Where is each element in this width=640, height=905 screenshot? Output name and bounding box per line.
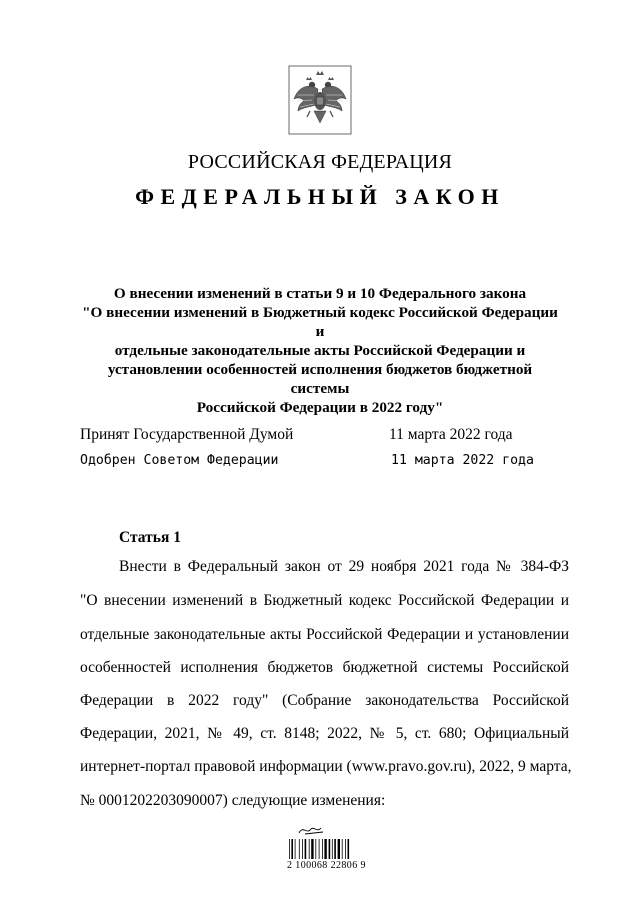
country-heading: РОССИЙСКАЯ ФЕДЕРАЦИЯ — [187, 151, 453, 173]
article-line: № 0001202203090007) следующие изменения: — [80, 792, 386, 809]
barcode-bar — [315, 839, 316, 859]
duma-adoption-label: Принят Государственной Думой — [80, 426, 294, 443]
article-line: Внести в Федеральный закон от 29 ноября 2021 года № 384-ФЗ — [119, 558, 569, 575]
barcode-bar — [291, 839, 293, 859]
law-title — [80, 284, 560, 417]
article-line: "О внесении изменений в Бюджетный кодекс Российской Федерации и — [80, 592, 569, 609]
barcode-bar — [319, 839, 320, 859]
barcode-bars — [289, 839, 349, 859]
law-title-line: установлении особенностей исполнения бюджетов бюджетной системы — [107, 361, 533, 397]
document-type-heading: ФЕДЕРАЛЬНЫЙ ЗАКОН — [135, 184, 505, 209]
barcode-bar — [332, 839, 333, 859]
handwritten-initials — [299, 828, 323, 834]
law-title-line: Российской Федерации в 2022 году" — [196, 399, 444, 416]
barcode-bar — [302, 839, 303, 859]
barcode-bar — [345, 839, 346, 859]
council-approval-label: Одобрен Советом Федерации — [80, 453, 279, 468]
law-title-line: отдельные законодательные акты Российской Федерации и — [114, 342, 526, 359]
article-line: Федерации, 2021, № 49, ст. 8148; 2022, № 5, ст. 680; Официальный — [80, 725, 569, 742]
barcode-bar — [295, 839, 296, 859]
law-title-line: "О внесении изменений в Бюджетный кодекс Российской Федерации и — [82, 304, 558, 340]
barcode-bar — [338, 839, 340, 859]
barcode-bar — [289, 839, 290, 859]
barcode-bar — [329, 839, 331, 859]
article-line: отдельные законодательные акты Российской Федерации и установлении — [80, 626, 569, 643]
barcode-bar — [334, 839, 336, 859]
coat-of-arms-emblem — [288, 65, 352, 135]
article-line: Федерации в 2022 году" (Собрание законодательства Российской — [80, 692, 569, 709]
duma-adoption-date: 11 марта 2022 года — [389, 426, 513, 443]
barcode-number: 2 100068 22806 9 — [287, 860, 366, 871]
article-line: особенностей исполнения бюджетов бюджетной системы Российской — [80, 659, 569, 676]
barcode-bar — [342, 839, 343, 859]
barcode-bar — [348, 839, 350, 859]
council-approval-date: 11 марта 2022 года — [391, 453, 534, 468]
barcode-bar — [324, 839, 326, 859]
barcode-bar — [299, 839, 300, 859]
article-line: интернет-портал правовой информации (www.pravo.gov.ru), 2022, 9 марта, — [80, 758, 572, 775]
barcode-bar — [322, 839, 323, 859]
barcode-bar — [305, 839, 307, 859]
barcode-bar — [311, 839, 313, 859]
barcode-bar — [309, 839, 310, 859]
barcode-graphic — [287, 825, 357, 885]
law-title-line: О внесении изменений в статьи 9 и 10 Федерального закона — [113, 285, 527, 302]
article-heading: Статья 1 — [119, 529, 181, 546]
